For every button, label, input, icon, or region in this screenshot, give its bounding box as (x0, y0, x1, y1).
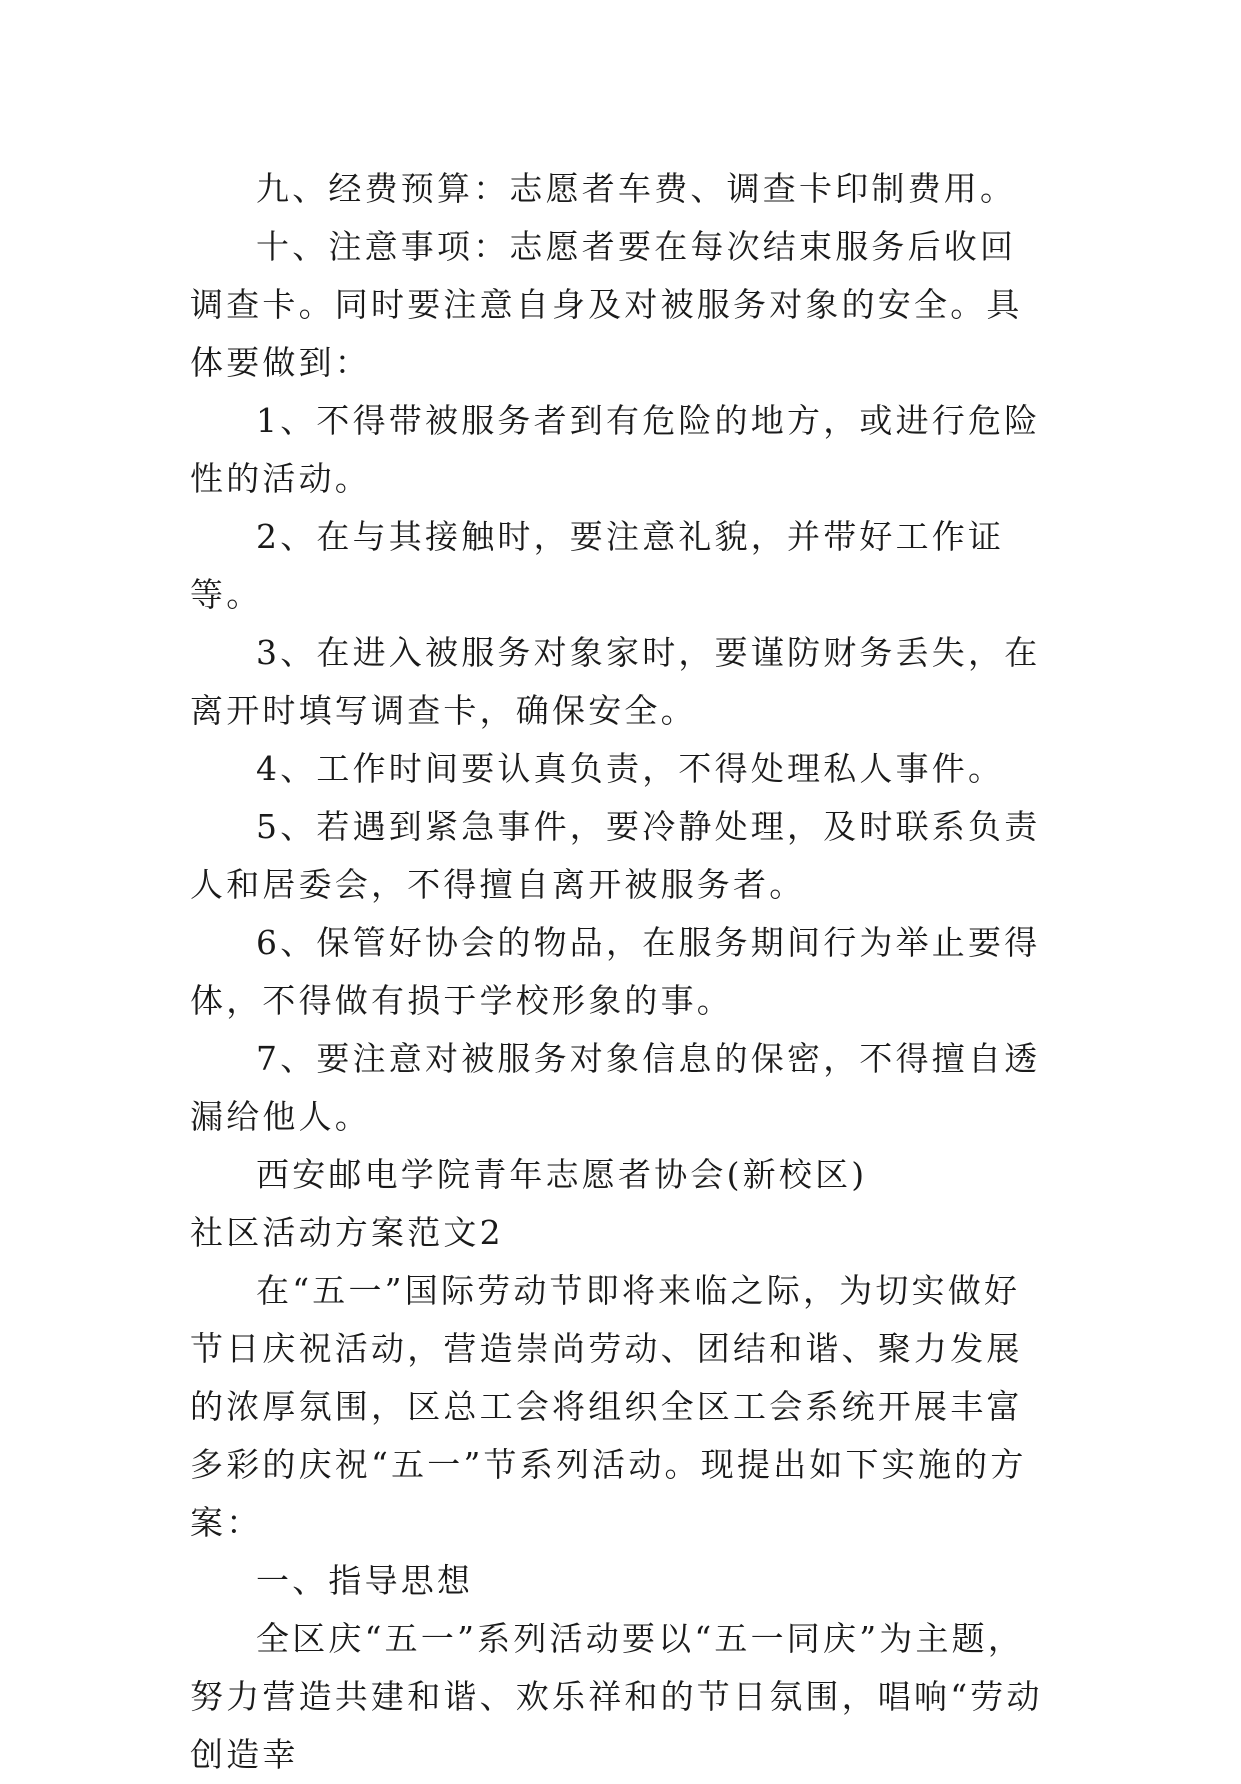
paragraph-rule-7: 7、要注意对被服务对象信息的保密，不得擅自透漏给他人。 (190, 1039, 1041, 1136)
paragraph-rule-3: 3、在进入被服务对象家时，要谨防财务丢失，在离开时填写调查卡，确保安全。 (190, 633, 1041, 730)
paragraph-guiding-text: 全区庆“五一”系列活动要以“五一同庆”为主题，努力营造共建和谐、欢乐祥和的节日氛围，唱响“劳动创造幸 (190, 1619, 1043, 1774)
paragraph-rule-1: 1、不得带被服务者到有危险的地方，或进行危险性的活动。 (190, 401, 1041, 498)
paragraph-rule-4: 4、工作时间要认真负责，不得处理私人事件。 (256, 749, 1005, 788)
paragraph-rule-5: 5、若遇到紧急事件，要冷静处理，及时联系负责人和居委会，不得擅自离开被服务者。 (190, 807, 1041, 904)
document-body (190, 160, 1050, 1784)
paragraph-guiding-heading: 一、指导思想 (256, 1561, 474, 1600)
paragraph-notes: 十、注意事项：志愿者要在每次结束服务后收回调查卡。同时要注意自身及对被服务对象的安全。具体要做到： (190, 227, 1023, 382)
paragraph-signature: 西安邮电学院青年志愿者协会(新校区) (256, 1155, 868, 1194)
paragraph-rule-2: 2、在与其接触时，要注意礼貌，并带好工作证等。 (190, 517, 1005, 614)
paragraph-intro: 在“五一”国际劳动节即将来临之际，为切实做好节日庆祝活动，营造崇尚劳动、团结和谐、聚力发展的浓厚氛围，区总工会将组织全区工会系统开展丰富多彩的庆祝“五一”节系列活动。现提出如下实施的方案： (190, 1271, 1027, 1542)
paragraph-rule-6: 6、保管好协会的物品，在服务期间行为举止要得体，不得做有损于学校形象的事。 (190, 923, 1041, 1020)
paragraph-budget: 九、经费预算：志愿者车费、调查卡印制费用。 (256, 169, 1017, 208)
section-heading: 社区活动方案范文2 (190, 1213, 504, 1252)
